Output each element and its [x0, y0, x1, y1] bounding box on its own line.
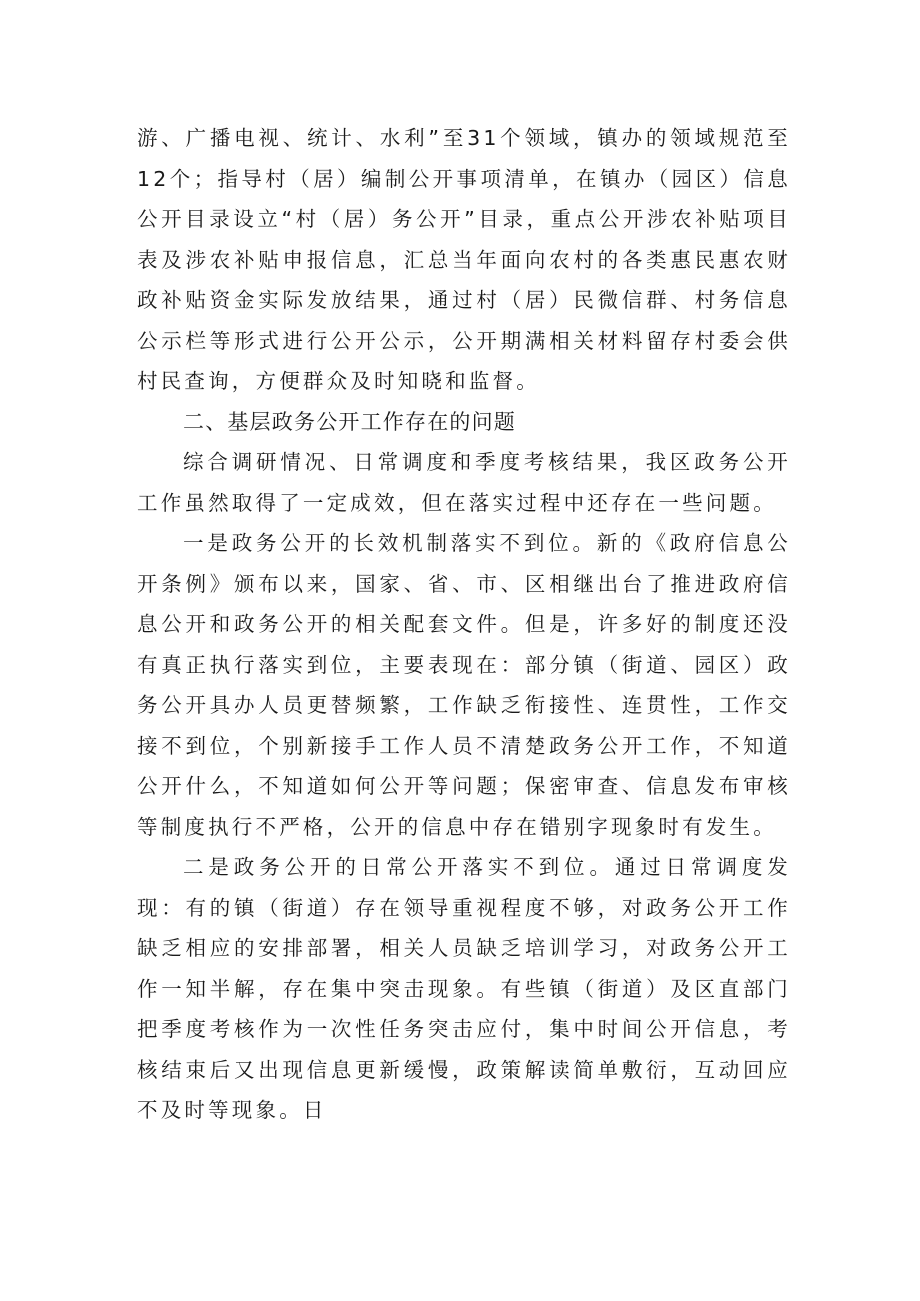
paragraph-issue-two: 二是政务公开的日常公开落实不到位。通过日常调度发现：有的镇（街道）存在领导重视程度不够，对政务公开工作缺乏相应的安排部署，相关人员缺乏培训学习，对政务公开工作一知半解，存在集中突击现象。有些镇（街道）及区直部门把季度考核作为一次性任务突击应付，集中时间公开信息，考核结束后又出现信息更新缓慢，政策解读简单敷衍，互动回应不及时等现象。日 [137, 855, 791, 1122]
paragraph-summary: 综合调研情况、日常调度和季度考核结果，我区政务公开工作虽然取得了一定成效，但在落实过程中还存在一些问题。 [137, 450, 791, 515]
paragraph-issue-one: 一是政务公开的长效机制落实不到位。新的《政府信息公开条例》颁布以来，国家、省、市、区相继出台了推进政府信息公开和政务公开的相关配套文件。但是，许多好的制度还没有真正执行落实到位，主要表现在：部分镇（街道、园区）政务公开具办人员更替频繁，工作缺乏衔接性、连贯性，工作交接不到位，个别新接手工作人员不清楚政务公开工作，不知道公开什么，不知道如何公开等问题；保密审查、信息发布审核等制度执行不严格，公开的信息中存在错别字现象时有发生。 [137, 531, 791, 839]
paragraph-continuation: 游、广播电视、统计、水利”至31个领域，镇办的领域规范至12个；指导村（居）编制公开事项清单，在镇办（园区）信息公开目录设立“村（居）务公开”目录，重点公开涉农补贴项目表及涉农补贴申报信息，汇总当年面向农村的各类惠民惠农财政补贴资金实际发放结果，通过村（居）民微信群、村务信息公示栏等形式进行公开公示，公开期满相关材料留存村委会供村民查询，方便群众及时知晓和监督。 [137, 126, 791, 393]
document-body [137, 118, 791, 1131]
section-heading: 二、基层政务公开工作存在的问题 [183, 409, 516, 434]
